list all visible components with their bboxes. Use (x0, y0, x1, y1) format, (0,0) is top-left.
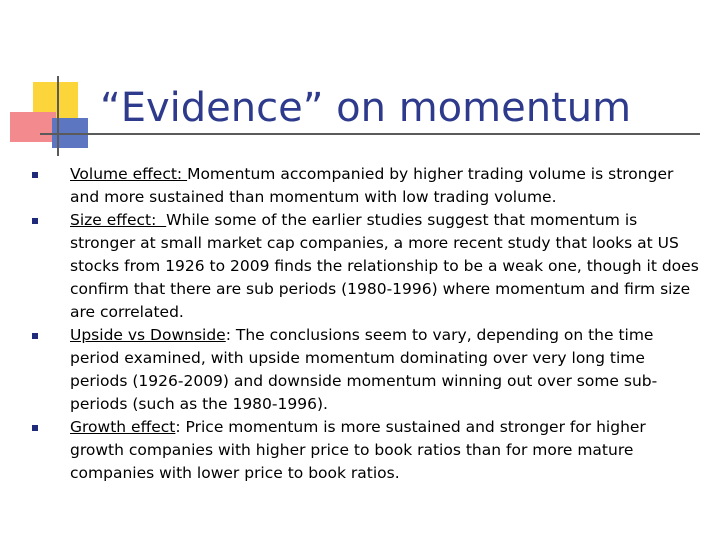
bullet-square-icon (32, 172, 38, 178)
decorative-vertical-line (57, 76, 59, 156)
decorative-pink-rectangle (10, 112, 56, 142)
slide-title: “Evidence” on momentum (100, 85, 632, 131)
bullet-text: Momentum accompanied by higher trading volume is stronger and more sustained than momentum with low trading volume. (70, 165, 674, 206)
bullet-item-growth-effect (30, 416, 700, 485)
bullet-keyword: Growth effect (70, 418, 176, 436)
bullet-keyword: Upside vs Downside (70, 326, 226, 344)
title-underline (40, 133, 700, 135)
bullet-square-icon (32, 218, 38, 224)
bullet-text: While some of the earlier studies suggest that momentum is stronger at small market cap companies, a more recent study that looks at US stocks from 1926 to 2009 finds the relationship to be a weak one, though it does confirm that there are sub periods (1980-1996) where momentum and firm size are correlated. (70, 211, 699, 321)
bullet-text: : Price momentum is more sustained and stronger for higher growth companies with higher price to book ratios than for more mature companies with lower price to book ratios. (70, 418, 646, 482)
bullet-square-icon (32, 425, 38, 431)
bullet-item-volume-effect (30, 163, 700, 209)
bullet-keyword: Size effect: (70, 211, 167, 229)
bullet-item-upside-downside (30, 324, 700, 416)
bullet-list (30, 163, 700, 485)
bullet-item-size-effect (30, 209, 700, 324)
bullet-keyword: Volume effect: (70, 165, 188, 183)
bullet-text: : The conclusions seem to vary, depending on the time period examined, with upside momentum dominating over very long time periods (1926-2009) and downside momentum winning out over some sub-periods (such as the 1980-1996). (70, 326, 658, 413)
bullet-square-icon (32, 333, 38, 339)
